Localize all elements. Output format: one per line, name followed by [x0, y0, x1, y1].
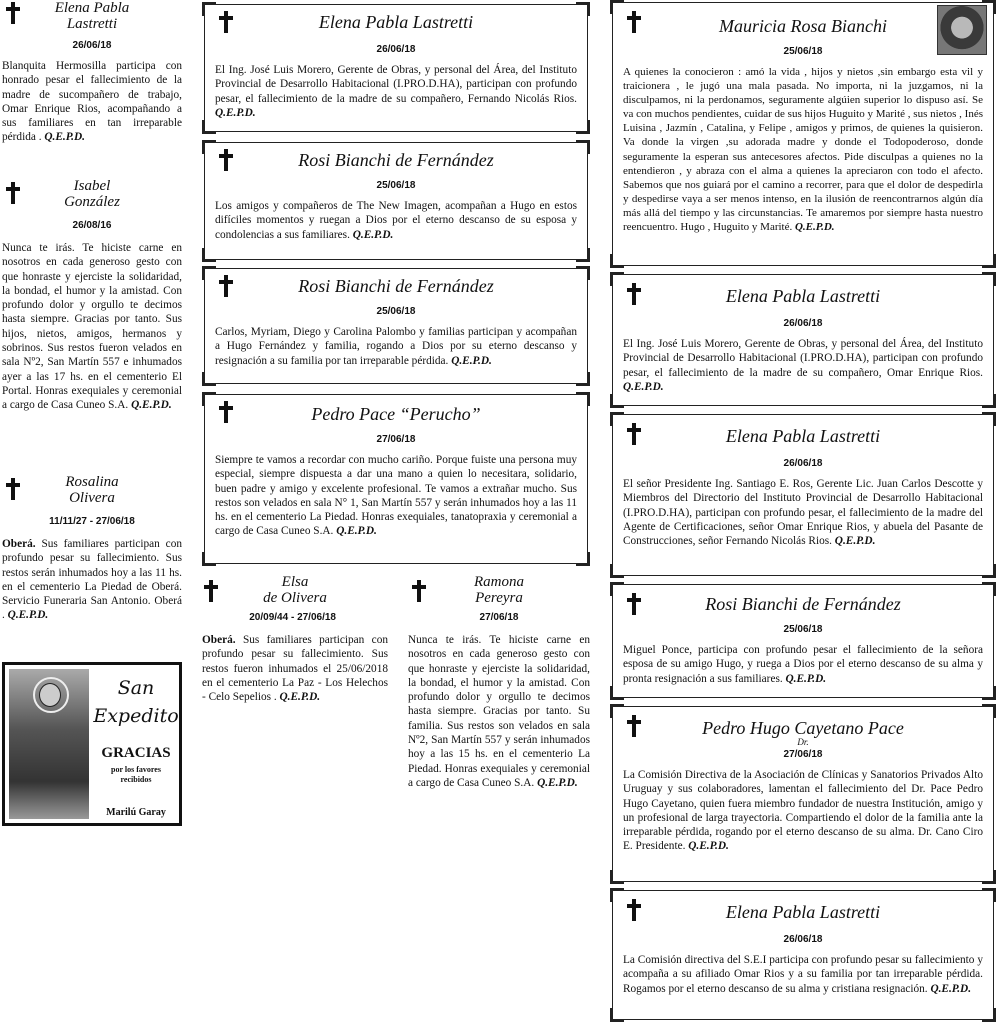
notice-text: [2, 241, 182, 413]
notice-text: [623, 65, 983, 234]
date: 25/06/18: [376, 306, 416, 317]
notice-body: Nunca te irás. Te hiciste carne en nosotros en cada generoso gesto con que honraste y ejerciste la solidaridad, la bondad, el humor y la amistad. Con profundo dolor y orgullo te decimos hasta siempre. Gracias por tanto. Sus hijos, nietos, amigos, hermanos y sobrinos. Sus restos fueron velados en sala Nº2, San Martín 557 e inhumados ayer a las 17 hs. en el cementerio El Portal. Honras exequiales y ceremonial a cargo de Casa Cuneo S.A.: [2, 242, 182, 412]
cross-icon: [6, 478, 20, 500]
cross-icon: [627, 11, 641, 33]
obituary-elena-1: [2, 0, 182, 145]
deceased-name-first: Isabel: [73, 178, 111, 194]
notice-text: [623, 337, 983, 394]
qepd: Q.E.P.D.: [785, 672, 827, 685]
obituary-isabel: [2, 178, 182, 413]
cross-icon: [219, 275, 233, 297]
notice-body: Nunca te irás. Te hiciste carne en nosotros en cada generoso gesto con que honraste y ejerciste la solidaridad, la bondad, el humor y la amistad. Con profundo dolor y orgullo te decimos hasta siempre. Gracias por tanto. Su familia. Sus restos son velados en sala Nº2, San Martín 557 y serán inhumados hoy a las 15 hs. en el cementerio La Piedad. Honras exequiales y ceremonial a cargo de Casa Cuneo S.A.: [408, 634, 590, 789]
ad-title-2: Expedito: [93, 705, 179, 727]
qepd: Q.E.P.D.: [352, 228, 394, 241]
title-dr: Dr.: [797, 737, 809, 747]
date: 25/06/18: [783, 624, 823, 635]
deceased-name: Rosi Bianchi de Fernández: [298, 150, 494, 170]
qepd: Q.E.P.D.: [7, 609, 49, 622]
obituary-elena-3: [612, 274, 994, 406]
date: 27/06/18: [783, 749, 823, 760]
cross-icon: [6, 2, 20, 24]
deceased-name: Elena Pabla Lastretti: [725, 902, 881, 922]
notice-body: El señor Presidente Ing. Santiago E. Ros, Gerente Lic. Juan Carlos Descotte y Miembros del Directorio del Instituto Provincial de Desarrollo Habitacional (I.PRO.D.HA), participan con profundo pesar, el fallecimiento de la madre del Agente de Certificaciones, señor Omar Enrique Rios, y abuela del Pasante de Construcciones, señor Fernando Nicolás Rios.: [623, 478, 983, 548]
qepd: Q.E.P.D.: [215, 106, 256, 119]
qepd: Q.E.P.D.: [834, 535, 876, 548]
obituary-elsa: [202, 574, 388, 704]
deceased-name: Rosi Bianchi de Fernández: [298, 276, 494, 296]
deceased-name-first: Elsa: [281, 574, 309, 590]
cross-icon: [412, 580, 426, 602]
obituary-ramona: [408, 574, 590, 790]
cross-icon: [627, 715, 641, 737]
deceased-name-first: Ramona: [474, 574, 524, 590]
obituary-elena-5: [612, 890, 994, 1020]
date: 27/06/18: [376, 434, 416, 445]
notice-text: [215, 325, 577, 368]
qepd: Q.E.P.D.: [336, 525, 377, 538]
notice-body: Los amigos y compañeros de The New Imagen, acompañan a Hugo en estos difíciles momentos y ruegan a Dios por el eterno descanso de su esposa y condolencias a sus familiares.: [215, 200, 577, 241]
cross-icon: [627, 899, 641, 921]
notice-lead: Oberá.: [202, 634, 236, 646]
ad-signature: Marilú Garay: [106, 807, 166, 818]
notice-text: [215, 63, 577, 120]
date: 25/06/18: [376, 180, 416, 191]
deceased-name: Elena Pabla Lastretti: [725, 426, 881, 446]
deceased-name-first: Rosalina: [65, 474, 119, 490]
san-expedito-ad: [2, 662, 182, 826]
notice-text: [623, 953, 983, 996]
cross-icon: [627, 593, 641, 615]
obituary-elena-2: [204, 4, 588, 132]
qepd: Q.E.P.D.: [623, 380, 664, 393]
notice-text: [623, 768, 983, 854]
date: 27/06/18: [479, 612, 519, 623]
ad-subtitle: por los favores recibidos: [111, 765, 161, 784]
obituary-rosalina: [2, 474, 182, 623]
notice-text: [2, 59, 182, 145]
obituary-elena-4: [612, 414, 994, 576]
saint-image: [9, 669, 89, 819]
date: 26/06/18: [783, 318, 823, 329]
date: 20/09/44 - 27/06/18: [249, 612, 336, 623]
notice-body: Sus familiares participan con profundo pesar su fallecimiento. Sus restos serán inhumados hoy a las 11 hs. en el cementerio La Piedad de Oberá. Servicio Funeraria San Antonio. Oberá .: [2, 538, 182, 622]
qepd: Q.E.P.D.: [537, 776, 578, 789]
deceased-name: Mauricia Rosa Bianchi: [719, 16, 887, 36]
notice-body: Carlos, Myriam, Diego y Carolina Palombo y familias participan y acompañan a Hugo Fernández y familia, rogando a Dios por su eterno descanso y resignación a su familia por tan irreparable pérdida.: [215, 326, 577, 367]
notice-body: Blanquita Hermosilla participa con honrado pesar el fallecimiento de la madre de sucompañero de trabajo, Omar Enrique Rios, acompañando a sus familiares en tan irreparable pérdida .: [2, 60, 182, 144]
notice-body: La Comisión directiva del S.E.I participa con profundo pesar su fallecimiento y acompaña a su afiliado Omar Rios y a su familia por tan irreparable pérdida. Rogamos por el eterno descanso de su alma y cristiana resignación.: [623, 954, 983, 995]
obituary-rosi-3: [612, 584, 994, 698]
notice-lead: Oberá.: [2, 538, 36, 550]
notice-body: A quienes la conocieron : amó la vida , hijos y nietos ,sin embargo esta vil y traicionera , le jugó una mala pasada. No importa, ni la juzgamos, ni la disculpamos, ni la perdonamos, seguramente algúien superior lo dispuso así. Se va con muchos pendientes, cuidar de sus hijos Huguito y Marité , sus nietos , Inés Luisina , Jazmín , Catalina, y Felipe , amigos y primos, de quienes la quisieron. Va donde la virgen ,su adorada madre y donde el Todopoderoso, donde seguramente la esperan sus antecesores afectos. Pide disculpas a quienes no la entendieron , y abraza con el alma a quienes la apreciaron con todo el afecto. Sabemos que nos guiará por el camino a recorrer, para que el dolor de despedirla y despedirse vaya a ser menos intenso, en la ilusión de reencontrarnos algún día más allá del tiempo y las circunstancias. Te amaremos por siempre hasta nuestro reencuentro. Hugo , Huguito y Marité.: [623, 66, 983, 234]
cross-icon: [219, 11, 233, 33]
deceased-name: Elena Pabla Lastretti: [725, 286, 881, 306]
obituary-pedro-hugo: [612, 706, 994, 882]
deceased-name: Rosi Bianchi de Fernández: [705, 594, 901, 614]
notice-body: Miguel Ponce, participa con profundo pesar el fallecimiento de la señora esposa de su amigo Hugo, y ruega a Dios por el eterno descanso de su alma y pronta resignación a sus familiares.: [623, 644, 983, 685]
date: 26/06/18: [783, 934, 823, 945]
notice-text: [408, 633, 590, 790]
obituary-mauricia: [612, 2, 994, 266]
qepd: Q.E.P.D.: [794, 221, 835, 234]
qepd: Q.E.P.D.: [279, 691, 321, 704]
notice-body: El Ing. José Luis Morero, Gerente de Obras, y personal del Área, del Instituto Provincial de Desarrollo Habitacional (I.PRO.D.HA), participan con profundo pesar, el fallecimiento de la madre de su compañero, Omar Enrique Rios.: [623, 338, 983, 379]
qepd: Q.E.P.D.: [688, 840, 729, 853]
obituary-rosi-2: [204, 268, 588, 384]
deceased-name: Pedro Hugo Cayetano Pace: [702, 718, 904, 738]
cross-icon: [627, 283, 641, 305]
deceased-name-last: Olivera: [69, 490, 115, 506]
cross-icon: [6, 182, 20, 204]
notice-body: Sus familiares participan con profundo pesar su fallecimiento. Sus restos fueron inhumados el 25/06/2018 en el cementerio La Paz - Los Helechos - Celo Sepelios .: [202, 634, 388, 704]
qepd: Q.E.P.D.: [131, 399, 172, 412]
deceased-name: Elena Pabla Lastretti: [318, 12, 474, 32]
date: 26/08/16: [72, 220, 112, 231]
qepd: Q.E.P.D.: [930, 982, 972, 995]
cross-icon: [219, 401, 233, 423]
deceased-name: Pedro Pace “Perucho”: [311, 404, 481, 424]
date: 26/06/18: [72, 40, 112, 51]
deceased-name-last: de Olivera: [263, 590, 327, 606]
date: 26/06/18: [783, 458, 823, 469]
obituary-rosi-1: [204, 142, 588, 260]
date: 25/06/18: [783, 46, 823, 57]
notice-text: [623, 477, 983, 548]
notice-text: [623, 643, 983, 686]
saint-head: [39, 683, 61, 707]
deceased-name-last: Pereyra: [475, 590, 523, 606]
date: 11/11/27 - 27/06/18: [49, 516, 135, 527]
deceased-name-last: González: [64, 194, 120, 210]
notice-text: [202, 633, 388, 704]
portrait-photo: [937, 5, 987, 55]
notice-body: Siempre te vamos a recordar con mucho cariño. Porque fuiste una persona muy especial, siempre dispuesta a dar una mano a quien lo necesitara, solidario, buen padre y amigo y excelente profesional. Te vamos a extrañar mucho. Sus restos son velados en sala N° 1, San Martín 557 y serán inhumados hoy a las 11 hs. en el cementerio La Piedad. Honras exequiales, tanatopraxia y ceremonial a cargo de Casa Cuneo S.A.: [215, 454, 577, 538]
date: 26/06/18: [376, 44, 416, 55]
cross-icon: [219, 149, 233, 171]
notice-text: [2, 537, 182, 623]
ad-gracias: GRACIAS: [101, 745, 171, 761]
ad-title-1: San: [117, 677, 155, 699]
obituary-pedro-pace: [204, 394, 588, 564]
notice-body: La Comisión Directiva de la Asociación de Clínicas y Sanatorios Privados Alto Uruguay y sus colaboradores, lamentan el fallecimiento del Dr. Pace Pedro Hugo Cayetano, quien fuera miembro fundador de nuestra Institución, amigo y un profesional de larga trayectoria. Compartiendo el dolor de la familia ante la irreparable pérdida, rogando por el eterno descanso de su alma. Dr. Cano Ciro E. Presidente.: [623, 769, 983, 853]
notice-text: [215, 453, 577, 539]
notice-body: El Ing. José Luis Morero, Gerente de Obras, y personal del Área, del Instituto Provincial de Desarrollo Habitacional (I.PRO.D.HA), participan con profundo pesar, el fallecimiento de la madre de su compañero, Fernando Nicolás Rios.: [215, 64, 577, 105]
deceased-name: Elena Pabla Lastretti: [54, 0, 130, 32]
qepd: Q.E.P.D.: [451, 354, 492, 367]
notice-text: [215, 199, 577, 242]
cross-icon: [627, 423, 641, 445]
cross-icon: [204, 580, 218, 602]
qepd: Q.E.P.D.: [44, 131, 85, 144]
